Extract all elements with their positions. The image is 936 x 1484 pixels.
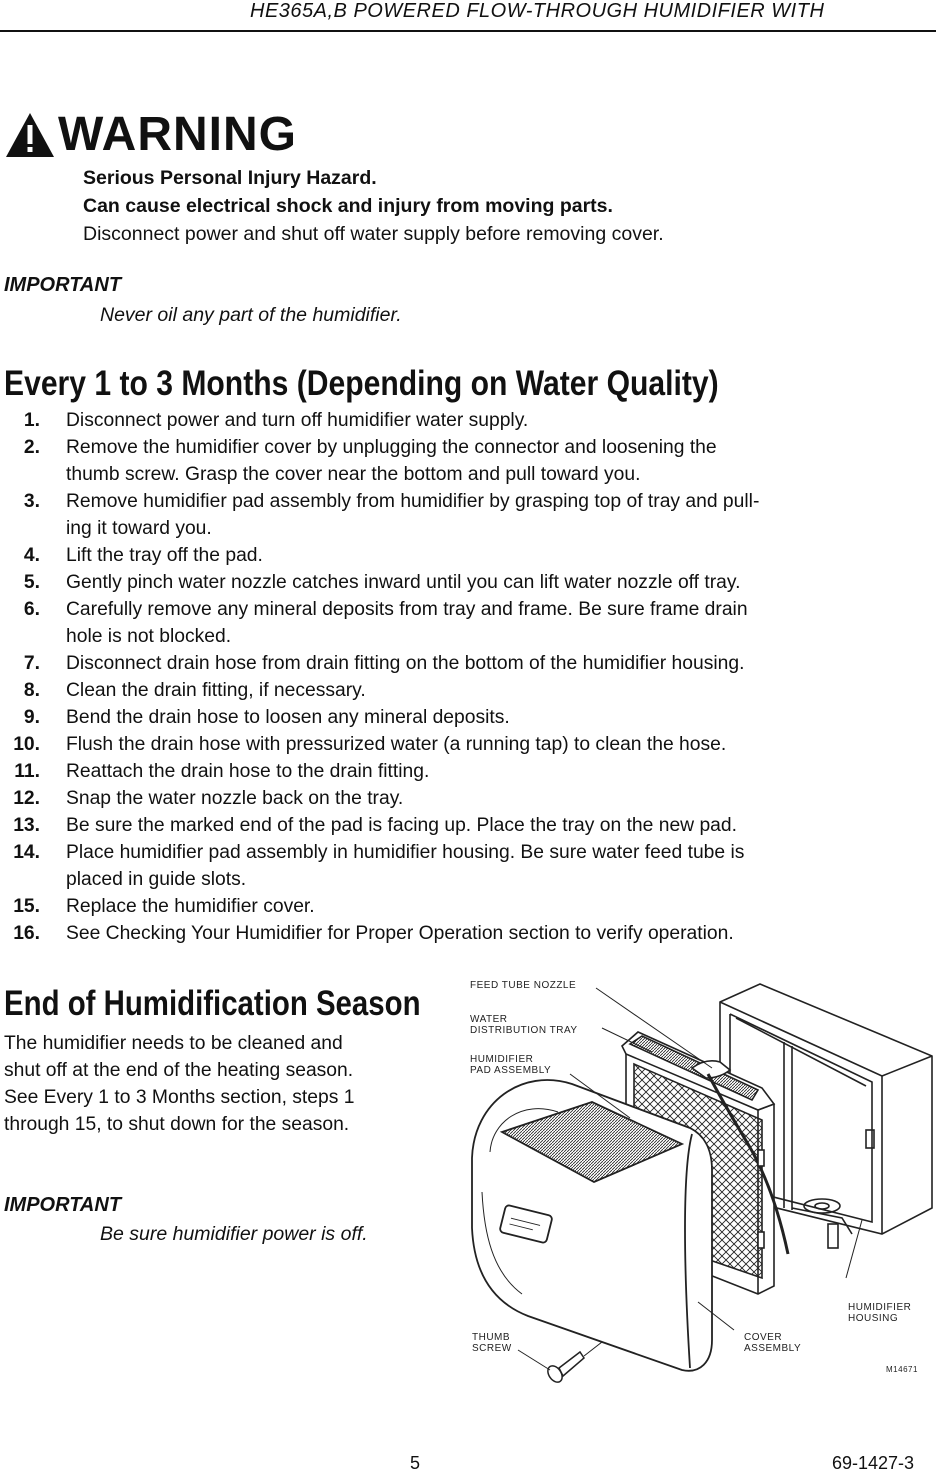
label-pad-2: PAD ASSEMBLY: [470, 1065, 552, 1076]
step-item: [0, 731, 936, 758]
end-of-season-paragraph: [4, 1030, 454, 1138]
step-text: Reattach the drain hose to the drain fitting.: [66, 761, 430, 782]
step-item: [0, 920, 936, 947]
section-heading-end-of-season: End of Humidification Season: [4, 984, 421, 1023]
step-number: 3.: [23, 491, 40, 512]
step-item: [0, 407, 936, 434]
step-number: 10.: [13, 734, 40, 755]
warning-line-2: Can cause electrical shock and injury from moving parts.: [83, 195, 613, 217]
page-number: 5: [410, 1453, 421, 1473]
header-title: HE365A,B POWERED FLOW-THROUGH HUMIDIFIER WITH: [250, 0, 825, 22]
label-water-tray-2: DISTRIBUTION TRAY: [470, 1025, 578, 1036]
paragraph-line: See Every 1 to 3 Months section, steps 1: [4, 1087, 355, 1108]
important-text-2: Be sure humidifier power is off.: [100, 1223, 368, 1245]
step-text: Remove humidifier pad assembly from humidifier by grasping top of tray and pull-: [66, 491, 760, 512]
step-number: 4.: [23, 545, 40, 566]
paragraph-line: The humidifier needs to be cleaned and: [4, 1033, 343, 1054]
step-item: [0, 596, 936, 650]
step-text: Lift the tray off the pad.: [66, 545, 263, 566]
label-cover-2: ASSEMBLY: [744, 1343, 802, 1354]
maintenance-steps-list: [0, 407, 936, 947]
step-number: 12.: [13, 788, 40, 809]
step-text: Place humidifier pad assembly in humidifier housing. Be sure water feed tube is: [66, 842, 745, 863]
warning-banner: [4, 108, 297, 162]
label-thumb-1: THUMB: [472, 1332, 511, 1343]
step-item: [0, 542, 936, 569]
step-text: Replace the humidifier cover.: [66, 896, 315, 917]
step-item: [0, 785, 936, 812]
step-number: 13.: [13, 815, 40, 836]
warning-title: WARNING: [58, 108, 297, 161]
step-text: Carefully remove any mineral deposits from tray and frame. Be sure frame drain: [66, 599, 748, 620]
humidifier-exploded-diagram: [462, 972, 936, 1392]
label-cover-1: COVER: [744, 1332, 783, 1343]
step-item: [0, 650, 936, 677]
thumb-screw: [545, 1352, 584, 1385]
step-text: Be sure the marked end of the pad is facing up. Place the tray on the new pad.: [66, 815, 737, 836]
step-number: 14.: [13, 842, 40, 863]
step-text: Remove the humidifier cover by unplugging the connector and loosening the: [66, 437, 717, 458]
warning-line-1: Serious Personal Injury Hazard.: [83, 167, 377, 189]
label-thumb-2: SCREW: [472, 1343, 512, 1354]
document-number: 69-1427-3: [832, 1453, 915, 1473]
step-number: 6.: [23, 599, 40, 620]
label-housing-2: HOUSING: [848, 1313, 899, 1324]
step-number: 15.: [13, 896, 40, 917]
label-housing-1: HUMIDIFIER: [848, 1302, 912, 1313]
step-number: 2.: [23, 437, 40, 458]
step-item: [0, 434, 936, 488]
step-item: [0, 812, 936, 839]
step-number: 11.: [14, 761, 40, 782]
step-text: thumb screw. Grasp the cover near the bottom and pull toward you.: [66, 464, 641, 485]
step-text: See Checking Your Humidifier for Proper Operation section to verify operation.: [66, 923, 734, 944]
step-text: ing it toward you.: [66, 518, 212, 539]
label-feed-tube-nozzle: FEED TUBE NOZZLE: [470, 980, 577, 991]
step-number: 5.: [23, 572, 40, 593]
warning-triangle-icon: [4, 111, 56, 159]
warning-line-3: Disconnect power and shut off water supply before removing cover.: [83, 223, 664, 245]
step-number: 7.: [23, 653, 40, 674]
step-item: [0, 893, 936, 920]
paragraph-line: shut off at the end of the heating season.: [4, 1060, 354, 1081]
header-rule: [0, 30, 936, 32]
step-number: 9.: [23, 707, 40, 728]
humidifier-cover-assembly: [472, 1080, 712, 1371]
step-item: [0, 677, 936, 704]
paragraph-line: through 15, to shut down for the season.: [4, 1114, 350, 1135]
step-item: [0, 839, 936, 893]
important-label-2: IMPORTANT: [4, 1194, 122, 1216]
step-item: [0, 569, 936, 596]
step-number: 8.: [23, 680, 40, 701]
step-item: [0, 704, 936, 731]
figure-id: M14671: [886, 1365, 918, 1374]
step-text: Bend the drain hose to loosen any mineral deposits.: [66, 707, 510, 728]
step-number: 1.: [23, 410, 40, 431]
important-label-1: IMPORTANT: [4, 274, 122, 296]
step-text: hole is not blocked.: [66, 626, 232, 647]
step-text: Snap the water nozzle back on the tray.: [66, 788, 404, 809]
step-text: Disconnect drain hose from drain fitting on the bottom of the humidifier housing.: [66, 653, 745, 674]
step-number: 16.: [13, 923, 40, 944]
important-text-1: Never oil any part of the humidifier.: [100, 304, 402, 326]
step-text: Flush the drain hose with pressurized water (a running tap) to clean the hose.: [66, 734, 727, 755]
step-item: [0, 758, 936, 785]
step-item: [0, 488, 936, 542]
section-heading-every-1-3-months: Every 1 to 3 Months (Depending on Water Quality): [4, 364, 719, 403]
step-text: Clean the drain fitting, if necessary.: [66, 680, 366, 701]
label-water-tray-1: WATER: [470, 1014, 508, 1025]
step-text: placed in guide slots.: [66, 869, 247, 890]
label-pad-1: HUMIDIFIER: [470, 1054, 534, 1065]
step-text: Gently pinch water nozzle catches inward until you can lift water nozzle off tray.: [66, 572, 741, 593]
step-text: Disconnect power and turn off humidifier water supply.: [66, 410, 529, 431]
